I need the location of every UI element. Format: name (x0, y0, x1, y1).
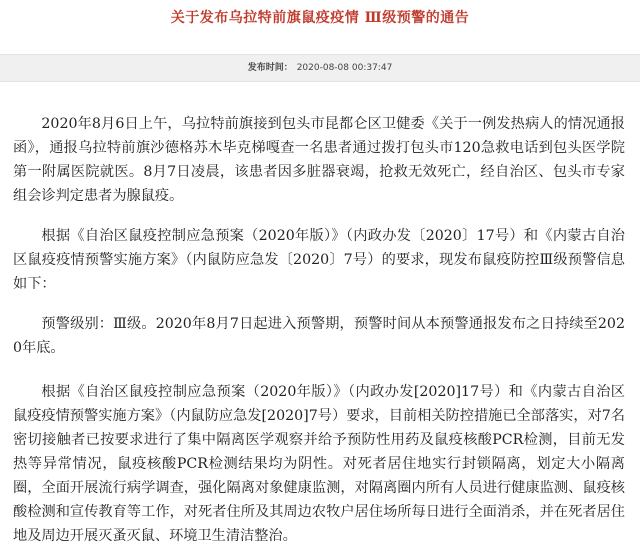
publish-info-bar (0, 54, 640, 82)
paragraph-incident-report: 2020年8月6日上午，乌拉特前旗接到包头市昆都仑区卫健委《关于一例发热病人的情况通报函》，通报乌拉特前旗沙德格苏木毕克梯嘎查一名患者通过拨打包头市120急救电话到包头医学院第一附属医院就医。8月7日凌晨，该患者因多脏器衰竭，抢救无效死亡，经自治区、包头市专家组会诊判定患者为腺鼠疫。 (13, 116, 625, 204)
publish-time-label: 发布时间： (247, 63, 293, 73)
paragraph-control-measures: 根据《自治区鼠疫控制应急预案（2020年版）》（内政办发[2020]17号）和《内蒙古自治区鼠疫疫情预警实施方案》（内鼠防应急发[2020]7号）要求，目前相关防控措施已全部落实，对7名密切接触者已按要求进行了集中隔离医学观察并给予预防性用药及鼠疫核酸PCR检测，目前无发热等异常情况，鼠疫核酸PCR检测结果均为阴性。对死者居住地实行封锁隔离，划定大小隔离圈，全面开展流行病学调查，强化隔离对象健康监测，对隔离圈内所有人员进行健康监测、鼠疫核酸检测和宣传教育等工作，对死者住所及其周边农牧户居住场所每日进行全面消杀，并在死者居住地及周边开展灭蚤灭鼠、环境卫生清洁整治。 (13, 384, 625, 544)
publish-time-value: 2020-08-08 00:37:47 (296, 63, 393, 73)
notice-title: 关于发布乌拉特前旗鼠疫疫情 Ⅲ级预警的通告 (170, 10, 470, 26)
paragraph-alert-level: 预警级别：Ⅲ级。2020年8月7日起进入预警期，预警时间从本预警通报发布之日持续至2020年底。 (13, 316, 625, 356)
paragraph-legal-basis: 根据《自治区鼠疫控制应急预案（2020年版）》（内政办发〔2020〕17号）和《内蒙古自治区鼠疫疫情预警实施方案》（内鼠防应急发〔2020〕7号）的要求，现发布鼠疫防控Ⅲ级预警信息如下： (13, 228, 625, 292)
